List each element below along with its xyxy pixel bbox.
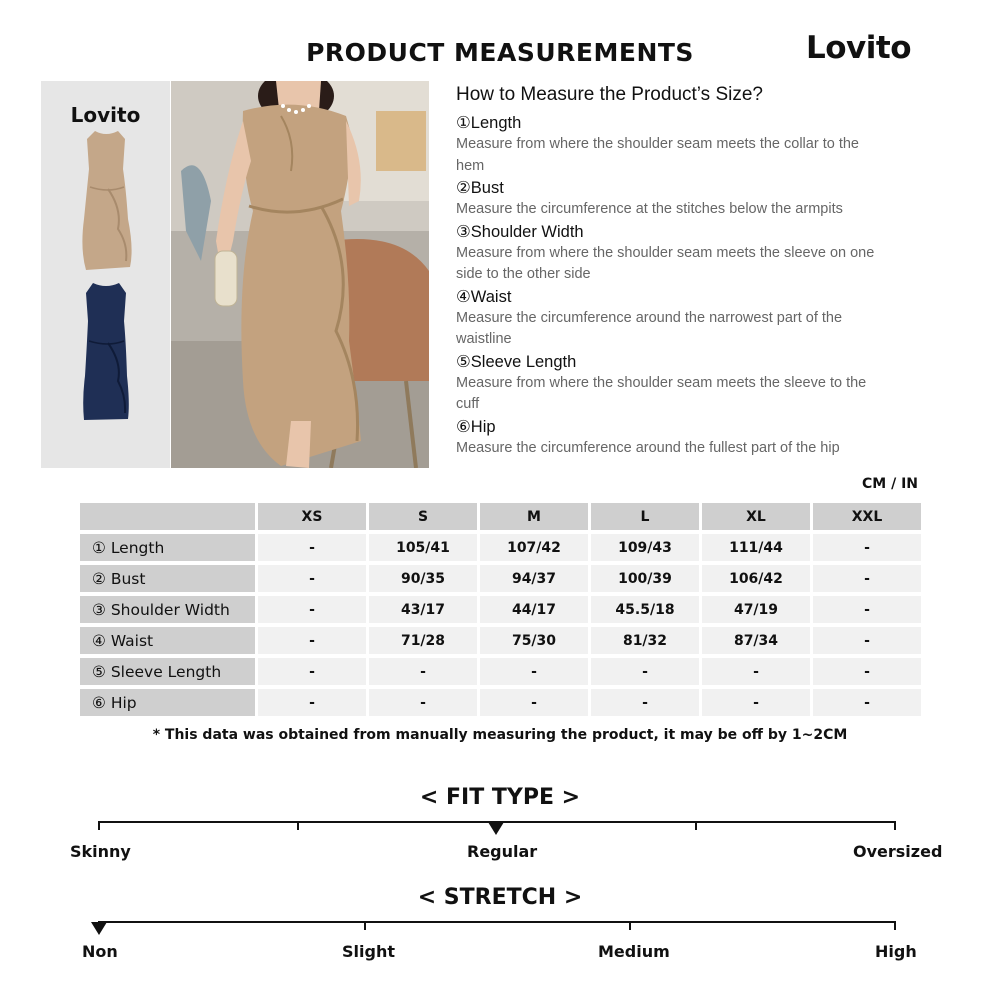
table-row bbox=[80, 534, 921, 561]
measure-item bbox=[456, 351, 886, 416]
table-cell: 100/39 bbox=[591, 565, 699, 592]
measure-item-desc: Measure the circumference around the narrowest part of the waistline bbox=[456, 309, 843, 347]
row-label: ① Length bbox=[80, 534, 255, 561]
table-row bbox=[80, 689, 921, 716]
table-cell: - bbox=[702, 689, 810, 716]
table-cell: - bbox=[702, 658, 810, 685]
fit-type-tick bbox=[297, 821, 299, 830]
measure-item-title: ⑥Hip bbox=[456, 417, 496, 436]
table-cell: - bbox=[480, 689, 588, 716]
table-cell: 111/44 bbox=[702, 534, 810, 561]
table-cell: - bbox=[591, 689, 699, 716]
table-cell: - bbox=[813, 689, 921, 716]
table-cell: 71/28 bbox=[369, 627, 477, 654]
table-cell: 75/30 bbox=[480, 627, 588, 654]
fit-type-tick bbox=[894, 821, 896, 830]
table-cell: 87/34 bbox=[702, 627, 810, 654]
size-header: XL bbox=[702, 503, 810, 530]
size-header: XXL bbox=[813, 503, 921, 530]
stretch-tick bbox=[364, 921, 366, 930]
stretch-label-non: Non bbox=[82, 942, 118, 961]
table-cell: - bbox=[258, 658, 366, 685]
stretch-marker bbox=[91, 922, 107, 935]
table-cell: - bbox=[258, 565, 366, 592]
measure-item-desc: Measure from where the shoulder seam meets the sleeve on one side to the other side bbox=[456, 244, 875, 282]
table-row bbox=[80, 596, 921, 623]
table-cell: - bbox=[591, 658, 699, 685]
measure-item bbox=[456, 286, 886, 351]
khaki-dress-thumbnail[interactable] bbox=[78, 129, 135, 271]
table-row bbox=[80, 658, 921, 685]
table-cell: - bbox=[258, 534, 366, 561]
measure-item-desc: Measure the circumference at the stitches below the armpits bbox=[456, 201, 843, 217]
table-row bbox=[80, 627, 921, 654]
unit-label: CM / IN bbox=[862, 476, 918, 492]
fit-type-title: < FIT TYPE > bbox=[419, 785, 581, 810]
size-header: L bbox=[591, 503, 699, 530]
row-label: ⑤ Sleeve Length bbox=[80, 658, 255, 685]
measurement-note: * This data was obtained from manually measuring the product, it may be off by 1~2CM bbox=[152, 727, 848, 743]
stretch-label-medium: Medium bbox=[598, 942, 670, 961]
measure-item-desc: Measure the circumference around the fullest part of the hip bbox=[456, 439, 840, 456]
table-cell: - bbox=[813, 596, 921, 623]
table-cell: 94/37 bbox=[480, 565, 588, 592]
table-cell: - bbox=[813, 534, 921, 561]
measure-guide bbox=[456, 84, 886, 459]
fit-type-tick bbox=[695, 821, 697, 830]
table-cell: 44/17 bbox=[480, 596, 588, 623]
row-label: ③ Shoulder Width bbox=[80, 596, 255, 623]
stretch-label-slight: Slight bbox=[342, 942, 395, 961]
measure-item-title: ②Bust bbox=[456, 179, 504, 197]
fit-type-label-regular: Regular bbox=[467, 842, 538, 861]
table-cell: 47/19 bbox=[702, 596, 810, 623]
measure-item-title: ③Shoulder Width bbox=[456, 222, 584, 241]
size-header: M bbox=[480, 503, 588, 530]
fit-type-tick bbox=[98, 821, 100, 830]
fit-type-label-oversized: Oversized bbox=[853, 842, 943, 861]
table-cell: 81/32 bbox=[591, 627, 699, 654]
size-chart-table bbox=[77, 499, 924, 720]
table-cell: 45.5/18 bbox=[591, 596, 699, 623]
table-cell: - bbox=[480, 658, 588, 685]
color-thumbnails-panel bbox=[41, 81, 170, 468]
stretch-label-high: High bbox=[875, 942, 917, 961]
table-cell: - bbox=[258, 627, 366, 654]
measure-item-title: ④Waist bbox=[456, 287, 512, 306]
measure-item bbox=[456, 221, 886, 286]
measure-item bbox=[456, 416, 886, 460]
measure-item bbox=[456, 112, 886, 177]
table-cell: - bbox=[813, 565, 921, 592]
stretch-tick bbox=[629, 921, 631, 930]
table-row bbox=[80, 565, 921, 592]
table-cell: 109/43 bbox=[591, 534, 699, 561]
fit-type-marker bbox=[488, 822, 504, 835]
row-label: ② Bust bbox=[80, 565, 255, 592]
measure-item-title: ①Length bbox=[456, 114, 522, 132]
table-cell: - bbox=[813, 627, 921, 654]
product-photo bbox=[171, 81, 429, 468]
thumbnail-brand-logo: Lovito bbox=[70, 103, 141, 127]
page-title: PRODUCT MEASUREMENTS bbox=[306, 38, 694, 67]
measure-item bbox=[456, 177, 886, 221]
navy-dress-thumbnail[interactable] bbox=[78, 281, 135, 421]
brand-logo: Lovito bbox=[806, 30, 912, 66]
size-header: S bbox=[369, 503, 477, 530]
stretch-tick bbox=[894, 921, 896, 930]
table-header-row bbox=[80, 503, 921, 530]
measure-item-desc: Measure from where the shoulder seam meets the sleeve to the cuff bbox=[456, 374, 867, 412]
table-cell: - bbox=[813, 658, 921, 685]
table-cell: 43/17 bbox=[369, 596, 477, 623]
stretch-line bbox=[98, 921, 896, 923]
table-cell: - bbox=[369, 689, 477, 716]
table-cell: - bbox=[369, 658, 477, 685]
row-label: ⑥ Hip bbox=[80, 689, 255, 716]
measure-item-desc: Measure from where the shoulder seam meets the collar to the hem bbox=[456, 136, 859, 174]
table-cell: 107/42 bbox=[480, 534, 588, 561]
measure-guide-heading: How to Measure the Product’s Size? bbox=[456, 84, 763, 105]
table-cell: 106/42 bbox=[702, 565, 810, 592]
size-header: XS bbox=[258, 503, 366, 530]
row-label: ④ Waist bbox=[80, 627, 255, 654]
table-corner-cell bbox=[80, 503, 255, 530]
measure-item-title: ⑤Sleeve Length bbox=[456, 352, 577, 371]
table-cell: 105/41 bbox=[369, 534, 477, 561]
fit-type-label-skinny: Skinny bbox=[70, 842, 131, 861]
table-cell: - bbox=[258, 596, 366, 623]
stretch-title: < STRETCH > bbox=[417, 885, 583, 910]
table-cell: - bbox=[258, 689, 366, 716]
table-cell: 90/35 bbox=[369, 565, 477, 592]
